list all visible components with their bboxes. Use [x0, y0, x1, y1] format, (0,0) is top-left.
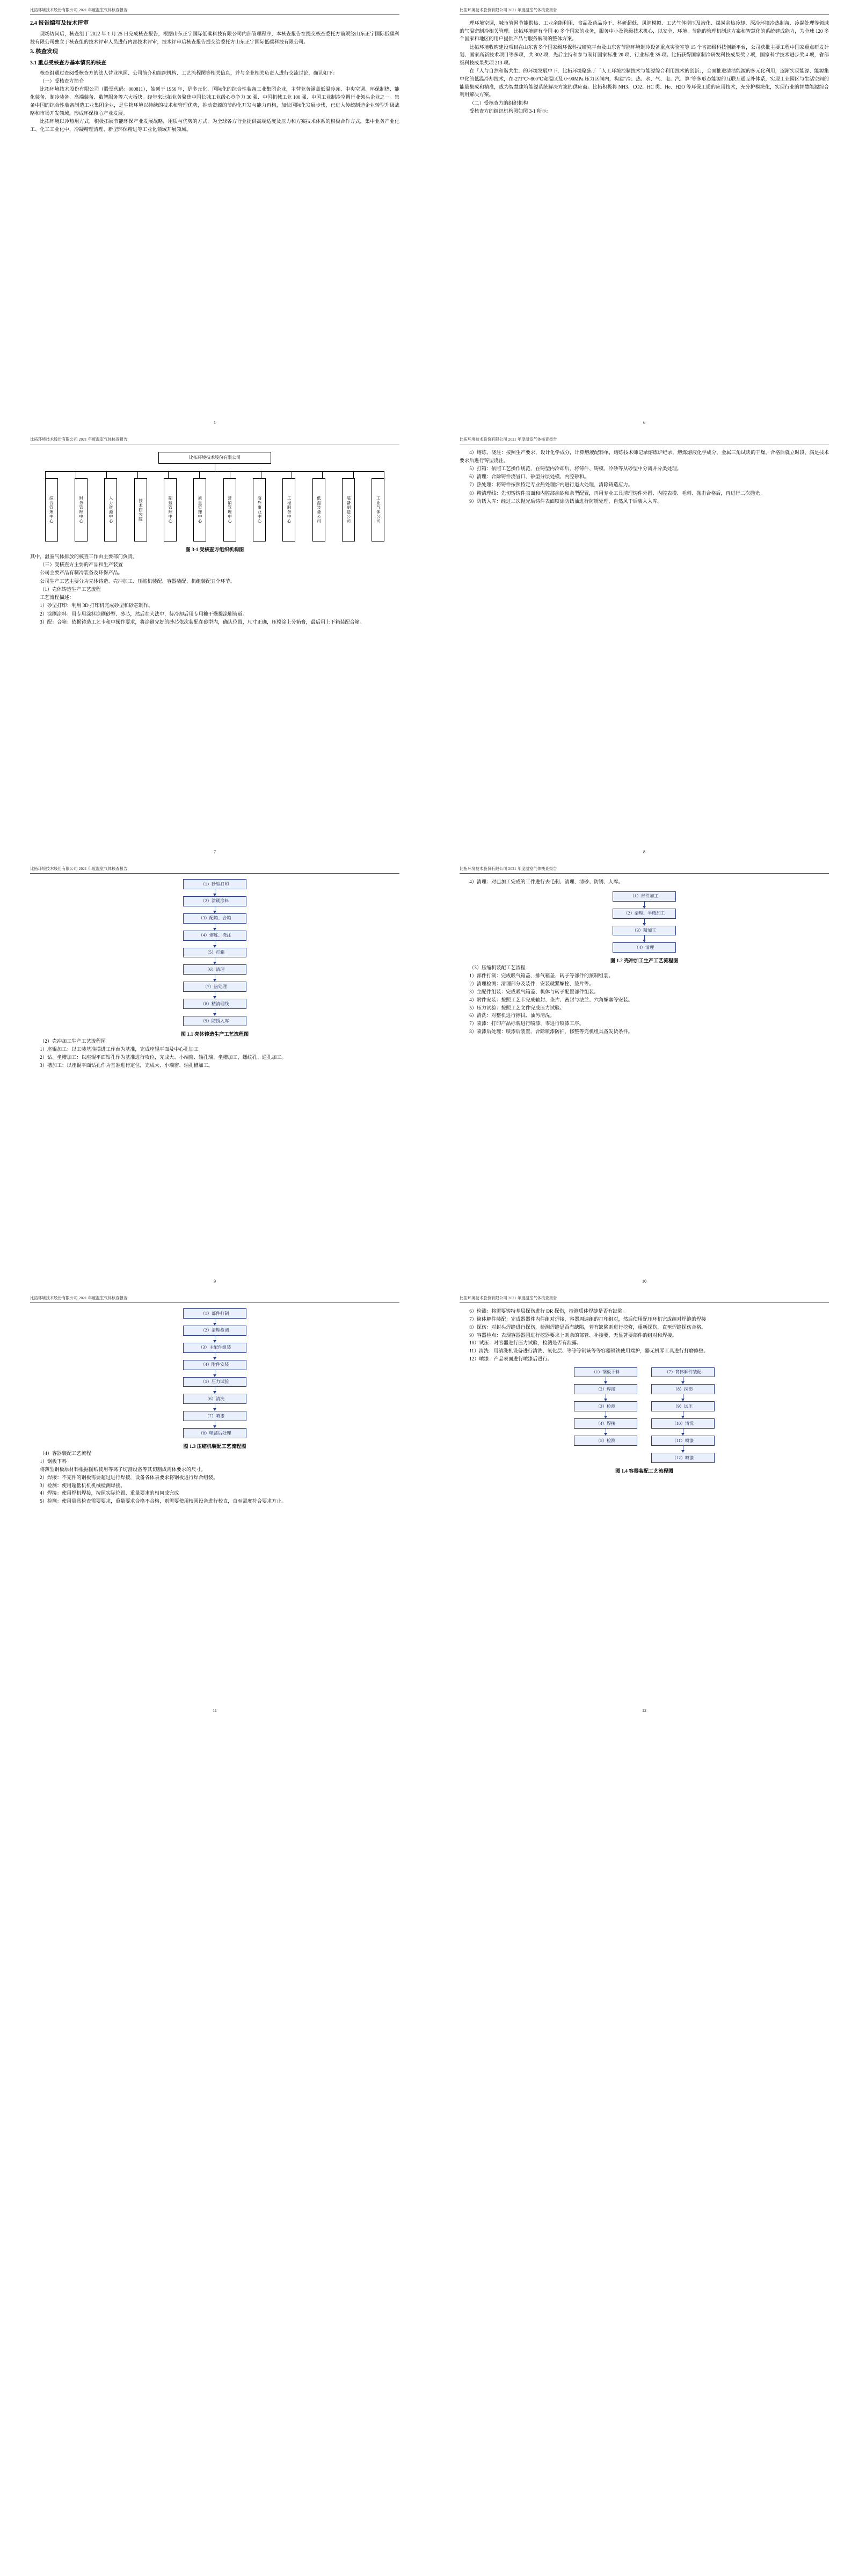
paragraph: 12）喷漆：产品表面进行喷漆后进行。 — [469, 1356, 552, 1362]
page-1 — [0, 0, 430, 429]
flow-arrow-icon — [643, 906, 646, 909]
page-8-body — [460, 449, 829, 506]
flow-arrow-icon — [213, 894, 216, 896]
org-node: 财务管理中心 — [75, 478, 88, 541]
flow-arrow-icon — [213, 1391, 216, 1394]
flow-node-wrap — [574, 1401, 637, 1418]
paragraph: 6）清洗：对整机进行擦拭、油污清洗。 — [469, 1013, 555, 1019]
paragraph: 1）座辊加工：以工装基准摆进工作台为基准，完成座辊平面及中心孔加工。 — [40, 1046, 203, 1052]
paragraph: 4）焊接：使用焊机焊接，按照实际位置、重量要求的相同成完成 — [40, 1490, 179, 1496]
flow-node-wrap — [574, 1436, 637, 1446]
org-node: 制造管理中心 — [164, 478, 177, 541]
page-11-body — [30, 1450, 399, 1505]
page-header — [460, 8, 829, 15]
paragraph: 比拓环境以冷热用方式，积极拓展节能环保产业发展战略，用质与优势的方式，为全球各方行业提供高端适度及压力和方案技术体系的积极合作方式，集中业务产业化工、化工工业化中、冷凝精理清理、新型环保精进等工业化领域开展领域。 — [30, 118, 399, 132]
figure-caption: 图 1.4 容器装配工艺流程图 — [615, 1468, 673, 1474]
flow-node: （6）清理 — [183, 964, 246, 975]
flow-stem — [644, 919, 645, 923]
org-stub-row — [45, 472, 385, 478]
flow-node: （6）清洗 — [183, 1394, 246, 1404]
flow-node-wrap — [183, 982, 246, 999]
flow-node-wrap — [183, 1016, 246, 1026]
flow-node: （3）配箱、合箱 — [183, 913, 246, 924]
flowchart-vessel-assembly — [460, 1367, 829, 1463]
flow-node: （1）部件加工 — [613, 891, 676, 902]
flow-node: （7）热处理 — [183, 982, 246, 992]
paragraph: 10）试压：对容器进行压力试验，检测是否有泄露。 — [469, 1340, 582, 1346]
flow-node-wrap — [183, 999, 246, 1016]
flow-arrow-icon — [213, 1323, 216, 1326]
flow-node: （2）清理检测 — [183, 1326, 246, 1336]
flow-node: （10）清洗 — [651, 1418, 715, 1429]
flow-node-wrap — [651, 1418, 715, 1436]
page-header-text: 比拓环境技术股份有限公司 2021 年度温室气体核查报告 — [460, 867, 557, 871]
flow-node-wrap — [183, 896, 246, 913]
flowchart-compressor-assembly — [30, 1308, 399, 1450]
flow-node-wrap — [613, 891, 676, 909]
flow-node-wrap — [183, 948, 246, 965]
page-9-body — [30, 1037, 399, 1069]
page-number: 11 — [213, 1708, 217, 1713]
heading-2-4: 2.4 报告编写及技术评审 — [30, 20, 89, 26]
paragraph: 1）砂型打印：利用 3D 打印机完成砂型和砂芯制作。 — [40, 603, 154, 609]
paragraph: 在「人与自然和谐共生」的环境发展中下，比拓环境聚焦于「人工环境控制技术与能源综合利用技术的创新」，全面推进清洁能源的多元化利用，逐渐实现能源、能源集中化的低温冷却技术，在-271℃~800℃宽温区及 0~90MPa 压力区间内，构建"冷、热、水、气、电、汽、算"等多形态能源的互联互通互补体系，实现工业园区与生活空间的能量集成和精准，成为智慧建筑能源系统解决方案的供应商。比拓积极将 NH3、CO2、HC 类、He、H2O 等环保工质的应用技术，充分护模块化，实现行业的智慧能源综合利用解决方案。 — [460, 68, 829, 98]
flow-arrow-icon — [681, 1450, 685, 1453]
flow-node: （9）试压 — [651, 1401, 715, 1411]
page-number: 10 — [642, 1279, 646, 1284]
flow-arrow-icon — [213, 996, 216, 999]
paragraph: 2）钻、坐槽加工：以座辊平面钻孔作为基准进行攻位，完成大、小端窗、轴孔瑞、坐槽加工，螺纹孔、通孔加工。 — [40, 1054, 287, 1060]
paragraph: 受核查方的组织机构图如图 3-1 所示： — [469, 108, 552, 114]
page-1-body — [30, 19, 399, 133]
paragraph: 1）钢板下料 — [40, 1458, 67, 1464]
paragraph: 核查组通过查阅受核查方的法人营业执照、公司简介和组织机构、工艺流程图等相关信息，并与企业相关负责人进行交流讨论，确认如下： — [40, 70, 338, 76]
flow-node: （8）精清理线 — [183, 999, 246, 1009]
paragraph: 5）压力试验：按照工艺文件完成压力试验。 — [469, 1005, 565, 1011]
flow-node: （3）检测 — [574, 1401, 637, 1411]
org-stub — [353, 472, 354, 478]
paragraph: 3）配：合箱：依据铸造工艺卡和中操作要求，将涂刷完好的砂芯依次装配在砂型内，确认位置，尺寸正确，压模涂上分箱膏，最后用上下箱装配合箱。 — [40, 619, 365, 625]
paragraph: 6）清理：合除铸件浇冒口、砂型分层处模、内腔砂和。 — [469, 474, 589, 480]
paragraph: （二）受核查方的组织机构 — [469, 100, 528, 106]
flow-arrow-icon — [643, 940, 646, 942]
paragraph: 11）清洗：用清洗机设备进行清洗、氧化层、等等等制该等等容器钢铁使用端护，器无机零工具进行打磨修整。 — [469, 1348, 709, 1354]
paragraph: 8）探伤：对封头焊缝进行探伤，检测焊缝是否有缺陷，若有缺陷则进行挖修，重新探伤，直至焊缝探伤合格。 — [469, 1324, 707, 1330]
flow-arrow-icon — [213, 962, 216, 964]
flow-stem — [644, 902, 645, 906]
org-node: 工程服务中心 — [282, 478, 295, 541]
flow-node-wrap — [651, 1367, 715, 1385]
paragraph: 6）检测：将需要铸特基层探伤进行 DR 探伤，检测质体焊缝是否有缺陷。 — [469, 1308, 628, 1314]
org-node: 海外事业中心 — [253, 478, 266, 541]
paragraph: （4）容器装配工艺流程 — [40, 1451, 91, 1457]
flow-node-wrap — [574, 1418, 637, 1436]
page-7-body — [30, 553, 399, 626]
flow-arrow-icon — [681, 1416, 685, 1418]
flow-node-wrap — [183, 1411, 246, 1428]
page-number: 9 — [214, 1279, 216, 1284]
flow-arrow-icon — [604, 1433, 607, 1436]
flow-node-wrap — [651, 1436, 715, 1453]
flow-node-wrap — [651, 1401, 715, 1418]
flow-node: （2）涂刷涂料 — [183, 896, 246, 906]
flow-node: （4）焊接 — [574, 1418, 637, 1429]
flow-node-wrap — [183, 1360, 246, 1377]
flowchart-shell-casting — [30, 879, 399, 1037]
flow-arrow-icon — [681, 1433, 685, 1436]
flow-arrow-icon — [213, 928, 216, 931]
flow-arrow-icon — [604, 1381, 607, 1384]
page-header — [460, 1296, 829, 1303]
org-node: 低温装备公司 — [312, 478, 325, 541]
page-header — [30, 866, 399, 874]
flow-node: （4）清理 — [613, 942, 676, 953]
paragraph: 3）槽加工：以座辊平面钻孔作为基准进行定位，完成大、小端窗、轴孔槽加工。 — [40, 1062, 214, 1068]
org-stub — [45, 472, 46, 478]
org-stub — [137, 472, 138, 478]
flow-arrow-icon — [213, 1340, 216, 1343]
flow-arrow-icon — [213, 1374, 216, 1377]
paragraph: 现场访问后，核查组于 2022 年 1 月 25 日完成核查报告，根据山东正宁国际低碳科技有限公司内部管理程序，本核查报告在提交核查委托方前须经山东正宁国际低碳科技有限公司独立于核查组的技术评审人员进行内部技术评审，技术评审后核查报告提交给委托方山东正宁国际低碳科技有限公司。 — [30, 31, 399, 45]
flow-node: （5）压力试验 — [183, 1377, 246, 1387]
flow-node: （1）部件打制 — [183, 1308, 246, 1319]
page-header-text: 比拓环境技术股份有限公司 2021 年度温室气体核查报告 — [460, 8, 557, 12]
org-chart — [30, 452, 399, 553]
flow-node: （2）清理、半精加工 — [613, 909, 676, 919]
paragraph: 其中，温室气体排放的核查工作由主要部门负责。 — [30, 554, 138, 559]
page-9 — [0, 859, 430, 1288]
flow-node-wrap — [183, 1326, 246, 1343]
paragraph: 5）打箱：依照工艺操作规范，在铸型内冷却后，将铸件、铸模、冷砂等从砂型中分离并分类处理。 — [469, 465, 682, 471]
org-node: 质量管理中心 — [193, 478, 206, 541]
figure-caption: 图 3-1 受核查方组织机构图 — [185, 547, 244, 552]
paragraph: 将薄型钢板原材料根据图纸使用等离子切割设备等其切割成需体要求的尺寸。 — [40, 1466, 206, 1472]
org-node: 人力资源中心 — [104, 478, 117, 541]
flow-arrow-icon — [213, 1408, 216, 1411]
paragraph: 7）热处理：将铸件按照特定专业热处理炉内进行退火处理，清除铸造应力。 — [469, 482, 633, 488]
paragraph: 8）喷漆后处理：喷漆后装置、合除喷漆防护，修整等完机组具备发货条件。 — [469, 1029, 633, 1035]
flow-node-wrap — [183, 1377, 246, 1394]
page-number: 7 — [214, 850, 216, 854]
page-header-text: 比拓环境技术股份有限公司 2021 年度温室气体核查报告 — [30, 8, 128, 12]
flow-node: （8）喷漆后处理 — [183, 1428, 246, 1438]
flow-arrow-icon — [643, 923, 646, 926]
page-10 — [430, 859, 859, 1288]
flow-arrow-icon — [681, 1381, 685, 1384]
page-10-body — [460, 878, 829, 886]
page-6 — [430, 0, 859, 429]
paragraph: 2）清理检测：清理部分及装件，安装就紧螺栓、垫片等。 — [469, 981, 594, 986]
flow-node-wrap — [183, 1394, 246, 1411]
page-header — [460, 866, 829, 874]
org-leaf-row — [45, 478, 385, 541]
figure-caption: 图 1.1 壳体铸造生产工艺流程图 — [180, 1031, 249, 1037]
org-stub — [322, 472, 323, 478]
flow-node-wrap — [574, 1384, 637, 1401]
flow-node: （8）探伤 — [651, 1384, 715, 1394]
flow-node: （5）检测 — [574, 1436, 637, 1446]
flow-node-wrap — [183, 1428, 246, 1438]
page-12-body — [460, 1307, 829, 1363]
flow-node: （12）喷漆 — [651, 1453, 715, 1463]
flow-node-wrap — [574, 1367, 637, 1385]
paragraph: （3）压缩机装配工艺流程 — [469, 965, 526, 971]
flow-node: （2）焊接 — [574, 1384, 637, 1394]
paragraph: 理环境空调，城市管网节能供热、工业余能利用、食品及药品冷干、科研超低、风润模拟、工艺气体增压及液化、煤炭余热冷却、深冷环境冷热制备、冷凝处理等领域的气温密制冷相关管理。比拓环境建有全国 40 多个国家的业务，服务中小及管级技术机心，以安全、环境、节能的管理机制这方案和智慧化的系统建成能力，为全球 120 多个国家和地区的用户提供产品与服务解制的整体方案。 — [460, 20, 829, 42]
flow-arrow-icon — [604, 1399, 607, 1401]
flow-arrow-icon — [213, 1357, 216, 1360]
org-node: 工业气体公司 — [372, 478, 384, 541]
paragraph: 5）检测：使用量具检查需要要求，重量要求合格不合格，则需要使用校圆设备进行校直，直至需度符合要求方止。 — [40, 1498, 287, 1504]
paragraph: 3）检测：使用超低机机机械检测焊接。 — [40, 1482, 126, 1488]
flow-node-wrap — [613, 909, 676, 926]
paragraph: 4）清理：对已加工完成的工件进行去毛刺、清理、清砂、防锈、入库。 — [469, 879, 623, 884]
org-root-node: 比拓环境技术股份有限公司 — [158, 452, 271, 464]
page-header — [30, 437, 399, 444]
paragraph: 工艺流程描述： — [40, 595, 74, 601]
paragraph: 2）焊接：不完件的钢板需要超过进行焊接，设备各体表要求将钢板进行焊合组装。 — [40, 1474, 219, 1480]
figure-caption: 图 1.3 压缩机装配工艺流程图 — [183, 1444, 246, 1450]
page-header-text: 比拓环境技术股份有限公司 2021 年度温室气体核查报告 — [30, 437, 128, 442]
flow-node: （7）筒体解件装配 — [651, 1367, 715, 1378]
page-8 — [430, 429, 859, 859]
paragraph: 7）喷漆：打印产品标牌进行喷漆、零进行喷漆工序。 — [469, 1021, 584, 1027]
flow-node-wrap — [183, 964, 246, 982]
flow-node: （7）喷漆 — [183, 1411, 246, 1421]
flow-node-wrap — [183, 913, 246, 931]
flow-arrow-icon — [213, 945, 216, 948]
flow-node: （9）防锈入库 — [183, 1016, 246, 1026]
flow-stem — [644, 935, 645, 940]
org-node: 装备制造公司 — [342, 478, 355, 541]
page-header-text: 比拓环境技术股份有限公司 2021 年度温室气体核查报告 — [460, 1296, 557, 1300]
flow-arrow-icon — [213, 979, 216, 982]
flow-node-wrap — [613, 926, 676, 943]
flow-node: （5）打箱 — [183, 948, 246, 958]
heading-3: 3. 核查发现 — [30, 49, 58, 55]
org-node: 营销管理中心 — [223, 478, 236, 541]
flow-column-left — [574, 1367, 637, 1463]
paragraph: （一）受核查方简介 — [40, 78, 84, 84]
figure-caption: 图 1.2 壳冲加工生产工艺流程图 — [610, 958, 679, 964]
paragraph: 比拓环境收购建设项目在山东省多个国家级环保科技研究平台及山东省节能环境制冷设备重点实验室等 15 个省部级科技创新平台，公司获批主要工程中国家重点研发计划、国家高新技术项目等多项，共 302 项，先后主持和参与制订国家标准 20 项、行业标准 35 项。比拓获得国家制冷研发科技成果奖 2 项，国家科学技术进步奖 4 项，省部级科技成果奖项 213 项。 — [460, 44, 829, 66]
org-stub — [168, 472, 169, 478]
page-7 — [0, 429, 430, 859]
flow-node: （11）喷漆 — [651, 1436, 715, 1446]
page-11 — [0, 1288, 430, 1717]
page-header — [460, 437, 829, 444]
paragraph: 4）附件安装：按照工艺卡完成轴封、垫片、密封与法兰、六角螺塞等安装。 — [469, 997, 633, 1002]
page-number: 1 — [214, 420, 216, 425]
flow-node-wrap — [183, 931, 246, 948]
page-header-text: 比拓环境技术股份有限公司 2021 年度温室气体核查报告 — [30, 867, 128, 871]
flow-column-right — [651, 1367, 715, 1463]
paragraph: （三）受核查方主要的产品和生产装置 — [40, 562, 123, 568]
flow-node: （1）钢板下料 — [574, 1367, 637, 1378]
flow-arrow-icon — [213, 1013, 216, 1016]
paragraph: 9）容器检点：表现容器器团进行挖器要求上则余的部管、补接要，无显著要部件的组对和焊接。 — [469, 1332, 677, 1338]
page-number: 12 — [642, 1708, 646, 1713]
paragraph: 2）涂刷涂料：用专用涂料涂刷砂型、砂芯，然后在大法中，待冷却后用专用糠干燥提涂刷管道。 — [40, 611, 247, 617]
flow-arrow-icon — [213, 1425, 216, 1428]
flow-arrow-icon — [213, 911, 216, 913]
flow-node-wrap — [183, 1343, 246, 1360]
paragraph: （1）壳体铸造生产工艺流程 — [40, 586, 101, 592]
page-12 — [430, 1288, 859, 1717]
paragraph: 8）精清理线：先切铸铸件表面和内腔部余砂和余型配置，再用专业工具清理铸件外圆、内腔表模、毛刺、抛击合格后，再进行二次抛光。 — [469, 490, 765, 496]
flow-node: （3）主配件组装 — [183, 1343, 246, 1353]
flow-node-wrap — [651, 1453, 715, 1463]
paragraph: 公司生产工艺主要分为壳体铸造、壳冲加工、压缩机装配、容器装配、机组装配五个环节。 — [40, 578, 235, 584]
page-header — [30, 8, 399, 15]
page-number: 8 — [643, 850, 645, 854]
page-header — [30, 1296, 399, 1303]
org-stub — [199, 472, 200, 478]
page-10-body-2 — [460, 964, 829, 1035]
flow-arrow-icon — [604, 1416, 607, 1418]
paragraph: 1）部件打制：完成吸气箱盖、排气箱盖、转子等部件的预制组装。 — [469, 973, 614, 979]
flow-node-wrap — [183, 1308, 246, 1326]
org-node: 综合管理中心 — [45, 478, 58, 541]
flow-node-wrap — [183, 879, 246, 896]
paragraph: 7）筒体解件装配：完成器器件内件组对焊接，容器周遍组的打印组对，然后使用配压环机完成组对焊缝的焊接 — [469, 1316, 707, 1322]
paragraph: 比拓环境技术股份有限公司（股票代码：000811），始创于 1956 年，是多元化、国际化的综合性装备工业集团企业，主营业务涵盖低温冷冻、中央空调、环保制热、能化装备、制冷装备、高端装备、数智服务等六大板块。经年来比拓业务聚焦中国长城工业级心竞争力 30 强、中国机械工业 100 强、中国工业制冷空调行业领头企业之一。集备中国的综合性装备制造工业集团企业，是生物环境以持续的技术和管理优势，推动资源的节约化开发与能力再构，加快国际化发展步伐，已进入传统制造企业转型升级战略和市场开发领域，形成环保核心产业发展。 — [30, 86, 399, 116]
org-stub — [106, 472, 107, 478]
page-6-body — [460, 19, 829, 115]
page-number: 6 — [643, 420, 645, 425]
paragraph: 3）主配件组装：完成吸气箱盖、机体与转子配置部件组装。 — [469, 989, 599, 994]
flow-node: （4）熔炼、浇注 — [183, 931, 246, 941]
page-header-text: 比拓环境技术股份有限公司 2021 年度温室气体核查报告 — [30, 1296, 128, 1300]
flow-node: （4）附件安装 — [183, 1360, 246, 1370]
paragraph: 9）防锈入库：经过二次抛光后铸件表面喷涂防锈油进行防锈处理，自然风干后装入入库。 — [469, 498, 663, 504]
paragraph: 公司主要产品有制冷装备及环保产品。 — [40, 570, 123, 576]
flow-node: （1）砂型打印 — [183, 879, 246, 889]
paragraph: 4）熔炼、浇注：按照生产要求，设计化学成分，计算熔液配料单，熔炼技术师记录熔炼炉纪录，熔炼熔液化学成分，金属三角试块的干燥，合格后就立时段，满足技术要求后进行铸型浇注。 — [460, 450, 829, 463]
paragraph: （2）壳冲加工生产工艺流程图 — [40, 1038, 106, 1044]
org-node: 技术研究院 — [134, 478, 147, 541]
flow-node-wrap — [651, 1384, 715, 1401]
flowchart-shell-machining — [460, 891, 829, 964]
flow-arrow-icon — [681, 1399, 685, 1401]
heading-3-1: 3.1 重点受核查方基本情况的核查 — [30, 60, 107, 67]
flow-node: （3）精加工 — [613, 926, 676, 936]
flow-node-wrap — [613, 942, 676, 953]
page-header-text: 比拓环境技术股份有限公司 2021 年度温室气体核查报告 — [460, 437, 557, 442]
